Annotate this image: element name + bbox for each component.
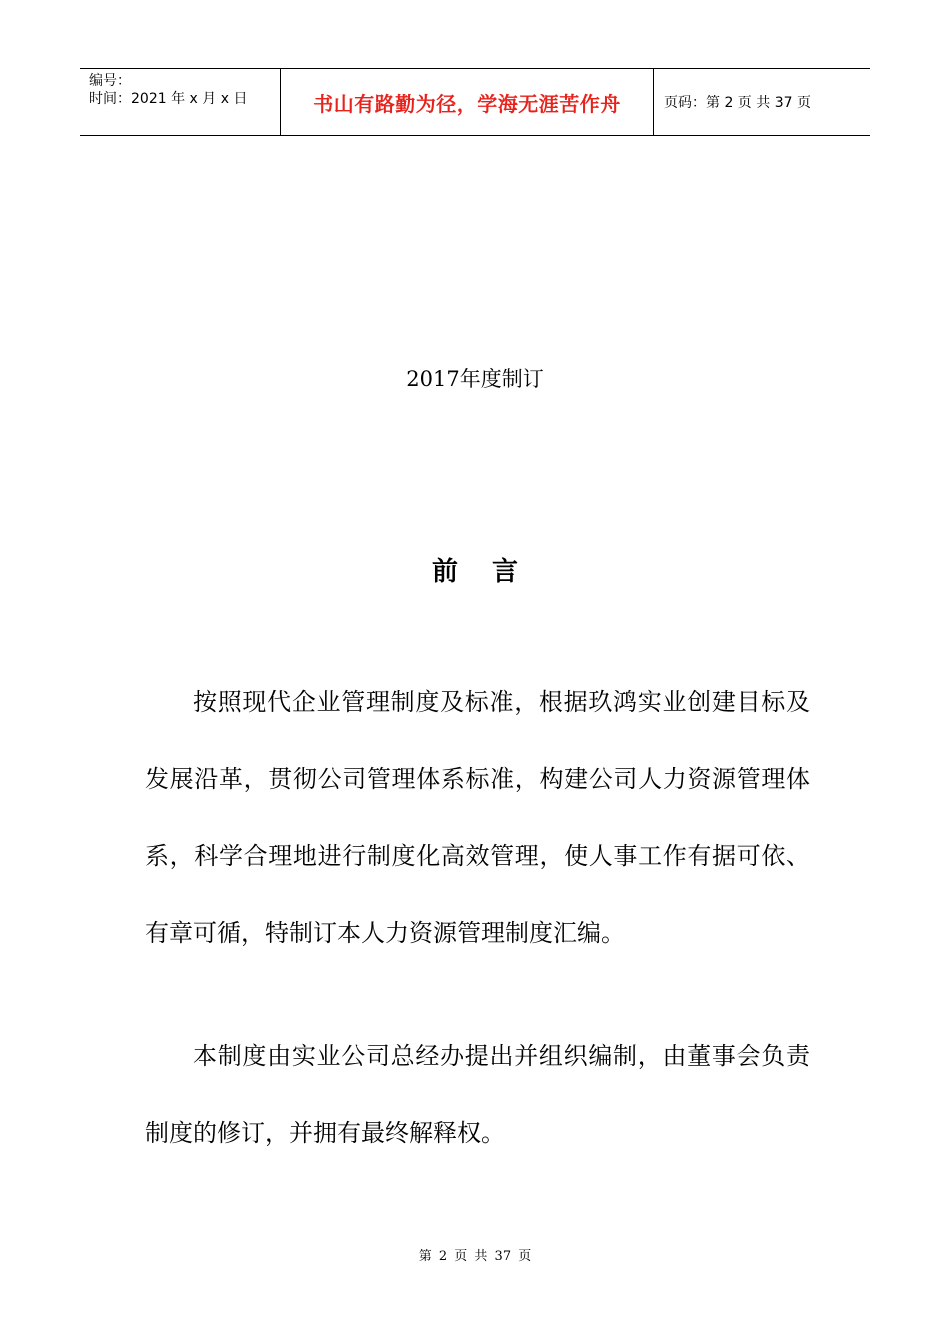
header-motto-cell — [281, 69, 654, 135]
section-title-char: 前 — [431, 557, 458, 587]
document-code-label: 编号： — [89, 73, 131, 89]
header-meta-cell — [80, 69, 281, 135]
header-motto: 书山有路勤为径，学海无涯苦作舟 — [313, 91, 621, 116]
page-footer: 第 2 页 共 37 页 — [418, 1249, 532, 1264]
section-title-char: 言 — [492, 557, 519, 587]
body-paragraph: 按照现代企业管理制度及标准，根据玖鸿实业创建目标及发展沿革，贯彻公司管理体系标准，构建公司人力资源管理体系，科学合理地进行制度化高效管理，使人事工作有据可依、有章可循，特制订本人力资源管理制度汇编。 — [145, 688, 810, 947]
page-header — [80, 68, 870, 136]
header-page-info: 页码：第 2 页 共 37 页 — [664, 95, 811, 111]
header-page-cell — [654, 69, 870, 135]
document-time: 时间：2021 年 x 月 x 日 — [89, 91, 248, 107]
body-paragraph: 本制度由实业公司总经办提出并组织编制，由董事会负责制度的修订，并拥有最终解释权。 — [145, 1042, 810, 1147]
revision-year: 2017年度制订 — [406, 367, 544, 391]
section-title — [0, 552, 950, 592]
